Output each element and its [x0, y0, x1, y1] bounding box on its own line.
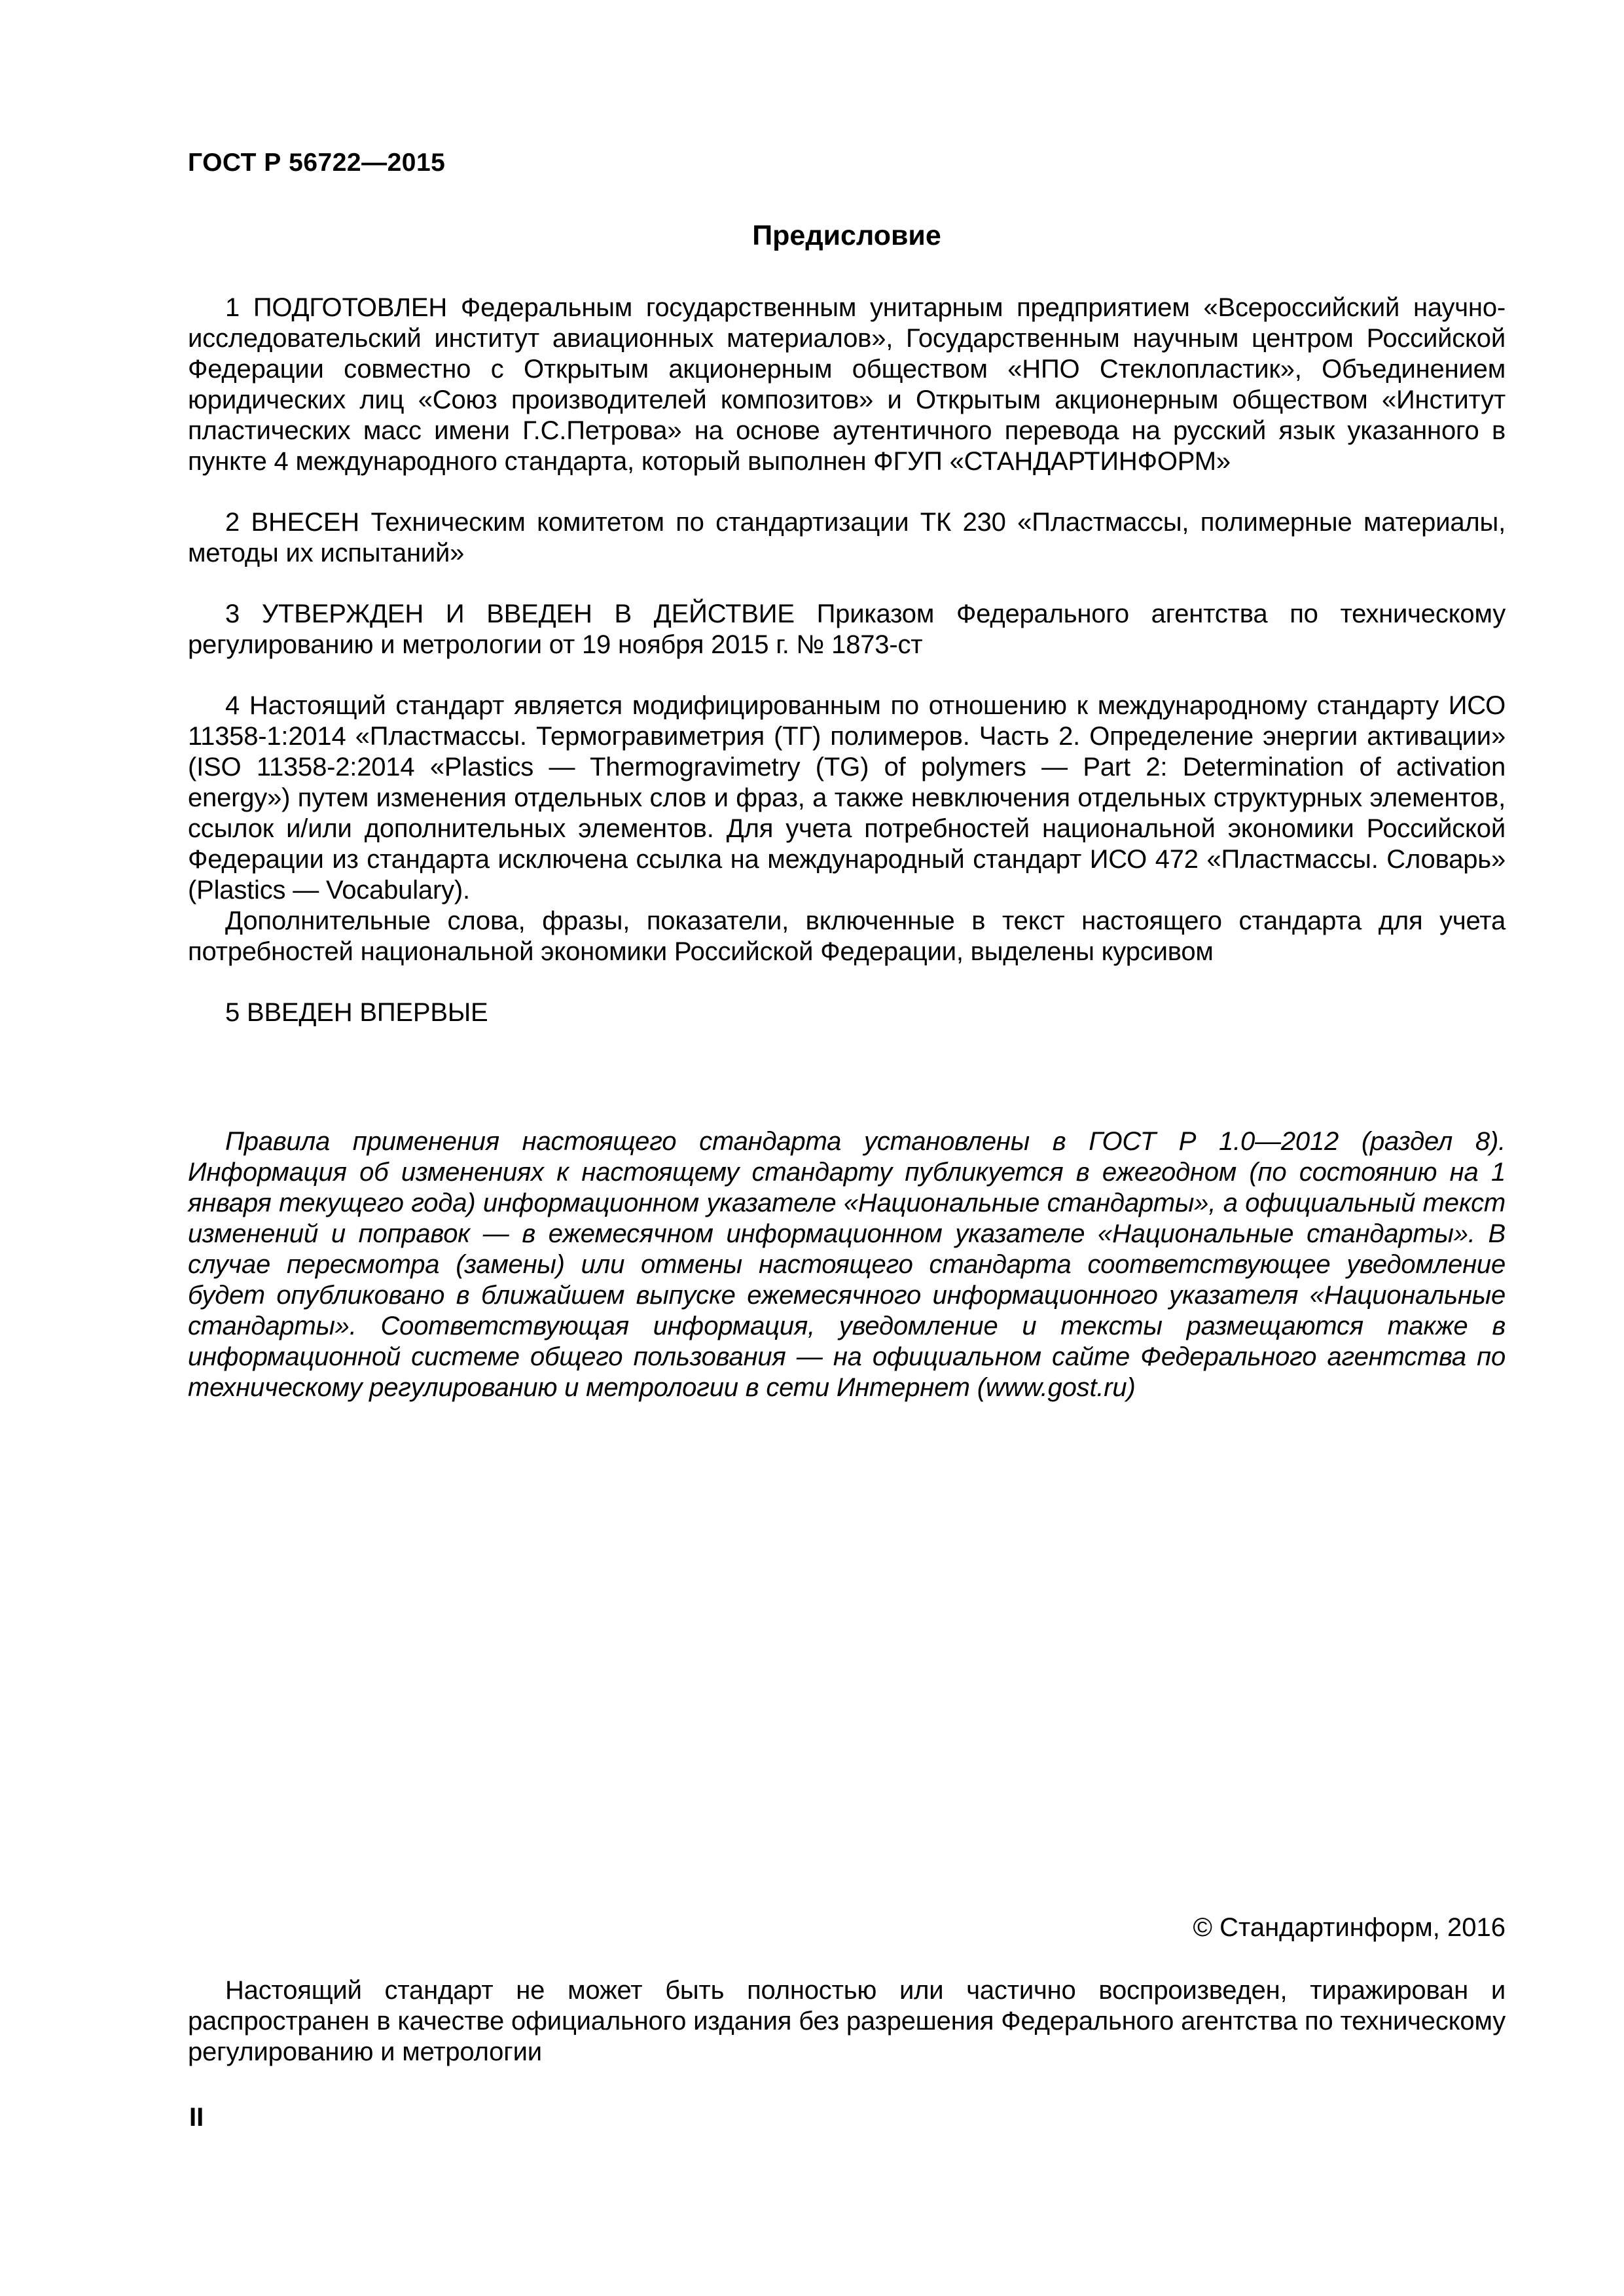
foreword-item-4-note: Дополнительные слова, фразы, показатели, включенные в текст настоящего стандарта для учета потребностей национальной экономики Российской Федерации, выделены курсивом: [188, 906, 1506, 966]
foreword-item-3: 3 УТВЕРЖДЕН И ВВЕДЕН В ДЕЙСТВИЕ Приказом Федерального агентства по техническому регулированию и метрологии от 19 ноября 2015 г. № 1873-ст: [188, 600, 1506, 659]
copyright-notice: © Стандартинформ, 2016: [1193, 1913, 1506, 1942]
foreword-item-1: 1 ПОДГОТОВЛЕН Федеральным государственным унитарным предприятием «Всероссийский научно-исследовательский институт авиационных материалов», Государственным научным центром Российской Федерации совместно с Открытым акционерным обществом «НПО Стеклопластик», Объединением юридических лиц «Союз производителей композитов» и Открытым акционерным обществом «Институт пластических масс имени Г.С.Петрова» на основе аутентичного перевода на русский язык указанного в пункте 4 международного стандарта, который выполнен ФГУП «СТАНДАРТИНФОРМ»: [188, 293, 1506, 476]
reproduction-restriction-paragraph: Настоящий стандарт не может быть полностью или частично воспроизведен, тиражирован и распространен в качестве официального издания без разрешения Федерального агентства по техническому регулированию и метрологии: [188, 1976, 1506, 2066]
foreword-item-4: 4 Настоящий стандарт является модифицированным по отношению к международному стандарту ИСО 11358-1:2014 «Пластмассы. Термогравиметрия (ТГ) полимеров. Часть 2. Определение энергии активации» (ISO 11358-2:2014 «Plastics — Thermogravimetry (TG) of polymers — Part 2: Determination of activation energy») путем изменения отдельных слов и фраз, а также невключения отдельных структурных элементов, ссылок и/или дополнительных элементов. Для учета потребностей национальной экономики Российской Федерации из стандарта исключена ссылка на международный стандарт ИСО 472 «Пластмассы. Словарь» (Plastics — Vocabulary).: [188, 691, 1506, 905]
doc-number: ГОСТ Р 56722—2015: [188, 149, 446, 177]
rules-of-application-paragraph: Правила применения настоящего стандарта установлены в ГОСТ Р 1.0—2012 (раздел 8). Информация об изменениях к настоящему стандарту публикуется в ежегодном (по состоянию на 1 января текущего года) информационном указателе «Национальные стандарты», а официальный текст изменений и поправок — в ежемесячном информационном указателе «Национальные стандарты». В случае пересмотра (замены) или отмены настоящего стандарта соответствующее уведомление будет опубликовано в ближайшем выпуске ежемесячного информационного указателя «Национальные стандарты». Соответствующая информация, уведомление и тексты размещаются также в информационной системе общего пользования — на официальном сайте Федерального агентства по техническому регулированию и метрологии в сети Интернет (www.gost.ru): [188, 1127, 1506, 1402]
foreword-item-5: 5 ВВЕДЕН ВПЕРВЫЕ: [225, 998, 488, 1027]
document-body: [188, 0, 1506, 1403]
page-title: Предисловие: [752, 220, 941, 251]
page-number: II: [189, 2103, 204, 2132]
foreword-item-2: 2 ВНЕСЕН Техническим комитетом по стандартизации ТК 230 «Пластмассы, полимерные материалы, методы их испытаний»: [188, 508, 1506, 567]
